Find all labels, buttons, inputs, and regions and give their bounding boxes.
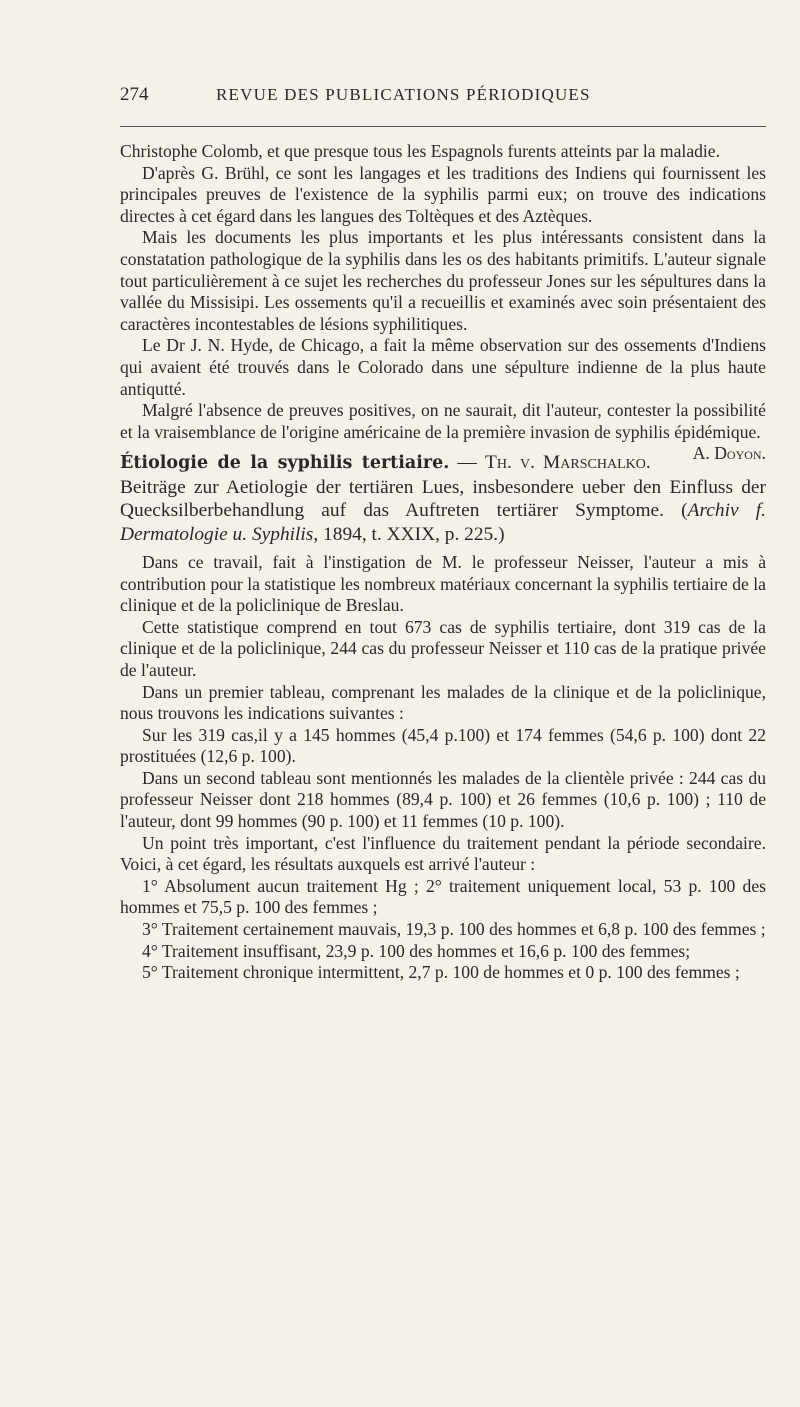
section-body: [120, 552, 766, 984]
section-heading: [120, 451, 766, 546]
article-body: [120, 141, 766, 984]
paragraph: Mais les documents les plus importants et les plus intéressants consistent dans la constatation pathologique de la syphilis dans les os des habitants primitifs. L'auteur signale tout particulièrement à ce sujet les recherches du professeur Jones sur les sépultures dans la vallée du Missisipi. Les ossements qu'il a recueillis et examinés avec soin présentaient des caractères incontestables de lésions syphilitiques.: [120, 227, 766, 334]
paragraph: Dans un second tableau sont mentionnés les malades de la clientèle privée : 244 cas du professeur Neisser dont 218 hommes (89,4 p. 100) et 26 femmes (10,6 p. 100) ; 110 de l'auteur, dont 99 hommes (90 p. 100) et 11 femmes (10 p. 100).: [120, 767, 766, 832]
paragraph: Malgré l'absence de preuves positives, on ne saurait, dit l'auteur, contester la possibilité et la vraisemblance de l'origine américaine de la première invasion de syphilis épidémique.: [120, 400, 766, 442]
paragraph: Dans ce travail, fait à l'instigation de M. le professeur Neisser, l'auteur a mis à contribution pour la statistique les nombreux matériaux concernant la syphilis tertiaire de la clinique et de la policlinique de Breslau.: [120, 551, 766, 616]
paragraph: Un point très important, c'est l'influence du traitement pendant la période secondaire. Voici, à cet égard, les résultats auxquels est arrivé l'auteur :: [120, 832, 766, 875]
section-title: Étiologie de la syphilis tertiaire.: [120, 453, 450, 474]
page-number: 274: [120, 84, 149, 105]
paragraph: Dans un premier tableau, comprenant les malades de la clinique et de la policlinique, nous trouvons les indications suivantes :: [120, 681, 766, 724]
list-item: 3° Traitement certainement mauvais, 19,3 p. 100 des hommes et 6,8 p. 100 des femmes ;: [142, 919, 766, 940]
list-item: 5° Traitement chronique intermittent, 2,7 p. 100 de hommes et 0 p. 100 des femmes ;: [142, 962, 740, 983]
paragraph: D'après G. Brühl, ce sont les langages et les traditions des Indiens qui fournissent les principales preuves de l'existence de la syphilis parmi eux; on trouve des indications directes à cet égard dans les langues des Toltèques et des Aztèques.: [120, 162, 766, 226]
header-rule: [120, 126, 766, 127]
paragraph: Sur les 319 cas,il y a 145 hommes (45,4 p.100) et 174 femmes (54,6 p. 100) dont 22 prostituées (12,6 p. 100).: [120, 724, 766, 767]
section-source: Archiv f. Dermatologie u. Syphilis: [120, 500, 766, 545]
signature: A. Doyon.: [692, 443, 766, 464]
list-item: 4° Traitement insuffisant, 23,9 p. 100 des hommes et 16,6 p. 100 des femmes;: [142, 940, 691, 961]
section-source-tail: , 1894, t. XXIX, p. 225.): [313, 523, 505, 545]
paragraph: Cette statistique comprend en tout 673 cas de syphilis tertiaire, dont 319 cas de la clinique et de la policlinique, 244 cas du professeur Neisser et 110 cas de la pratique privée de l'auteur.: [120, 616, 766, 680]
section-author: Th. v. Marschalko.: [485, 452, 651, 474]
section-work-title: Beiträge zur Aetiologie der tertiären Lues, insbesondere ueber den Einfluss der Quecksilberbehandlung auf das Auftreten tertiärer Symptome. (: [120, 476, 766, 522]
running-title: REVUE DES PUBLICATIONS PÉRIODIQUES: [216, 85, 591, 104]
paragraph: Le Dr J. N. Hyde, de Chicago, a fait la même observation sur des ossements d'Indiens qui avaient été trouvés dans le Colorado dans une sépulture indienne de la plus haute antiqutté.: [120, 335, 766, 399]
section-dash: —: [449, 452, 486, 474]
paragraph: Christophe Colomb, et que presque tous les Espagnols furents atteints par la maladie.: [120, 141, 721, 161]
list-item: 1° Absolument aucun traitement Hg ; 2° traitement uniquement local, 53 p. 100 des hommes et 75,5 p. 100 des femmes ;: [120, 875, 766, 918]
running-header: [120, 84, 766, 110]
